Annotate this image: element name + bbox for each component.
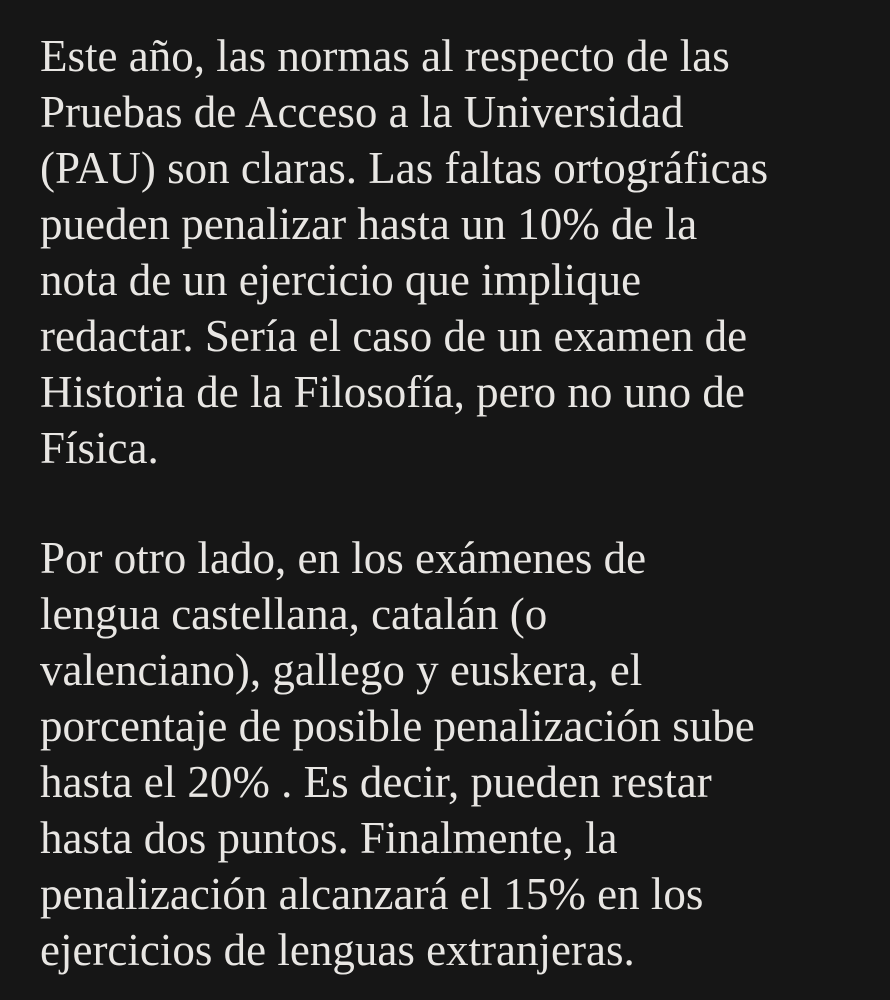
text-line: penalización alcanzará el 15% en los — [40, 869, 704, 919]
paragraph-2 — [40, 530, 862, 978]
paragraph-1 — [40, 28, 862, 476]
text-line: (PAU) son claras. Las faltas ortográficas — [40, 143, 769, 193]
text-line: Este año, las normas al respecto de las — [40, 31, 730, 81]
text-line: porcentaje de posible penalización sube — [40, 701, 755, 751]
text-line: Pruebas de Acceso a la Universidad — [40, 87, 684, 137]
text-line: pueden penalizar hasta un 10% de la — [40, 199, 698, 249]
text-line: Por otro lado, en los exámenes de — [40, 533, 647, 583]
text-line: nota de un ejercicio que implique — [40, 255, 642, 305]
text-line: hasta dos puntos. Finalmente, la — [40, 813, 618, 863]
text-line: hasta el 20% . Es decir, pueden restar — [40, 757, 712, 807]
text-line: Física. — [40, 423, 159, 473]
text-line: valenciano), gallego y euskera, el — [40, 645, 643, 695]
text-line: lengua castellana, catalán (o — [40, 589, 548, 639]
text-line: ejercicios de lenguas extranjeras. — [40, 925, 635, 975]
text-line: Historia de la Filosofía, pero no uno de — [40, 367, 745, 417]
text-line: redactar. Sería el caso de un examen de — [40, 311, 748, 361]
